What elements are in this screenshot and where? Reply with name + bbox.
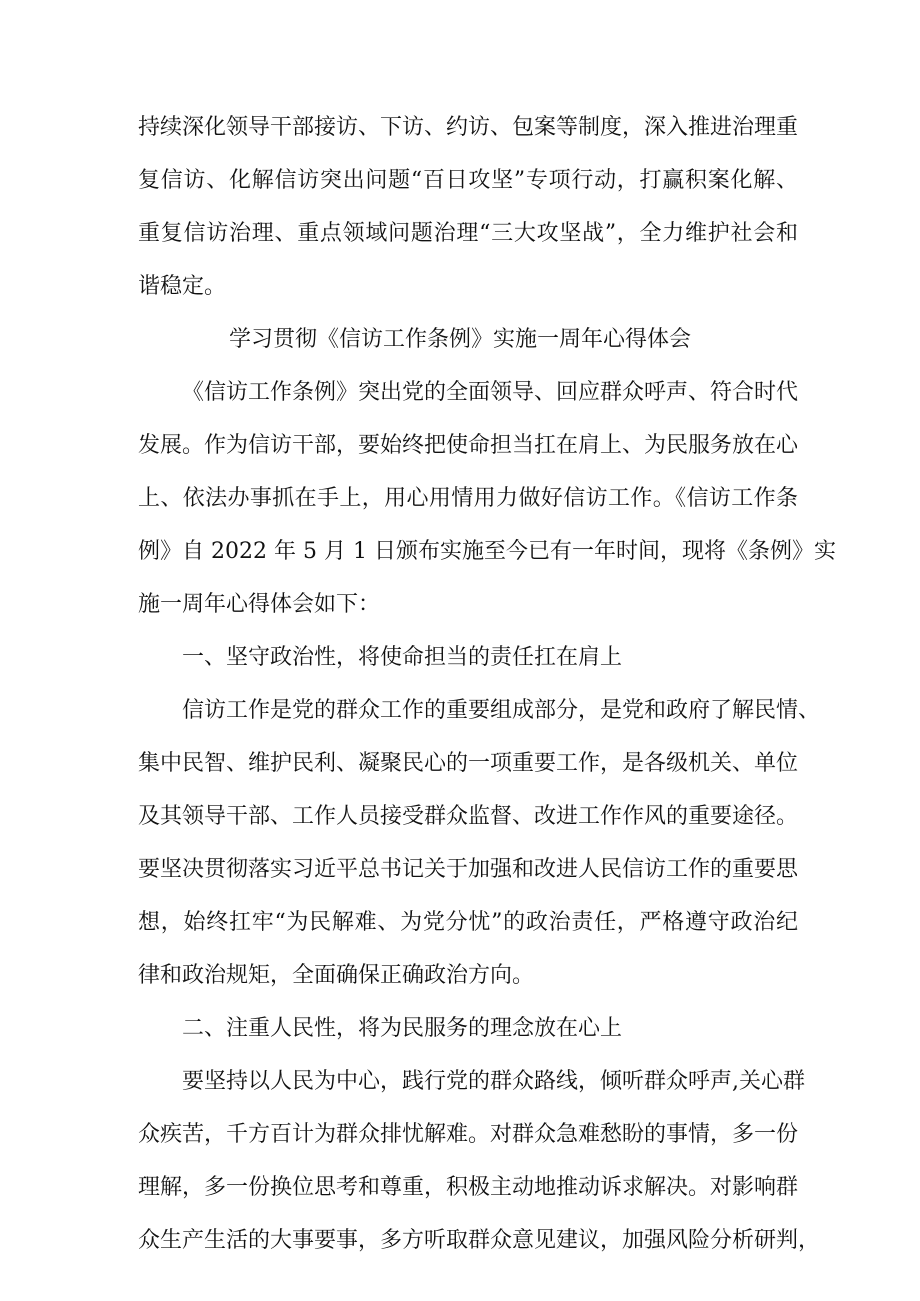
- paragraph-line: 施一周年心得体会如下：: [138, 592, 381, 617]
- paragraph-line: 众生产生活的大事要事，多方听取群众意见建议，加强风险分析研判，: [138, 1228, 821, 1253]
- paragraph-line: 发展。作为信访干部，要始终把使命担当扛在肩上、为民服务放在心: [138, 433, 799, 458]
- paragraph-line: 集中民智、维护民利、凝聚民心的一项重要工作，是各级机关、单位: [138, 751, 799, 776]
- paragraph-line: 复信访、化解信访突出问题“百日攻坚”专项行动，打赢积案化解、: [138, 168, 798, 193]
- paragraph-line: 上、依法办事抓在手上，用心用情用力做好信访工作。《信访工作条: [138, 486, 798, 511]
- paragraph-line: 持续深化领导干部接访、下访、约访、包案等制度，深入推进治理重: [138, 115, 799, 140]
- paragraph-line: 信访工作是党的群众工作的重要组成部分，是党和政府了解民情、: [182, 698, 821, 723]
- section-heading-1: 一、坚守政治性，将使命担当的责任扛在肩上: [182, 645, 623, 670]
- paragraph-line: 例》自 2022 年 5 月 1 日颁布实施至今已有一年时间，现将《条例》实: [138, 539, 836, 564]
- section-heading-2: 二、注重人民性，将为民服务的理念放在心上: [182, 1016, 623, 1041]
- paragraph-line: 理解，多一份换位思考和尊重，积极主动地推动诉求解决。对影响群: [138, 1175, 799, 1200]
- paragraph-line: 《信访工作条例》突出党的全面领导、回应群众呼声、符合时代: [182, 380, 799, 405]
- paragraph-line: 律和政治规矩，全面确保正确政治方向。: [138, 963, 535, 988]
- paragraph-line: 重复信访治理、重点领域问题治理“三大攻坚战”，全力维护社会和: [138, 221, 798, 246]
- paragraph-line: 想，始终扛牢“为民解难、为党分忧”的政治责任，严格遵守政治纪: [138, 910, 798, 935]
- paragraph-line: 及其领导干部、工作人员接受群众监督、改进工作作风的重要途径。: [138, 804, 799, 829]
- paragraph-line: 众疾苦，千方百计为群众排忧解难。对群众急难愁盼的事情，多一份: [138, 1122, 799, 1147]
- paragraph-line: 要坚持以人民为中心，践行党的群众路线，倾听群众呼声,关心群: [182, 1069, 805, 1094]
- paragraph-line: 谐稳定。: [138, 274, 227, 299]
- document-title: 学习贯彻《信访工作条例》实施一周年心得体会: [228, 327, 691, 352]
- paragraph-line: 要坚决贯彻落实习近平总书记关于加强和改进人民信访工作的重要思: [138, 857, 799, 882]
